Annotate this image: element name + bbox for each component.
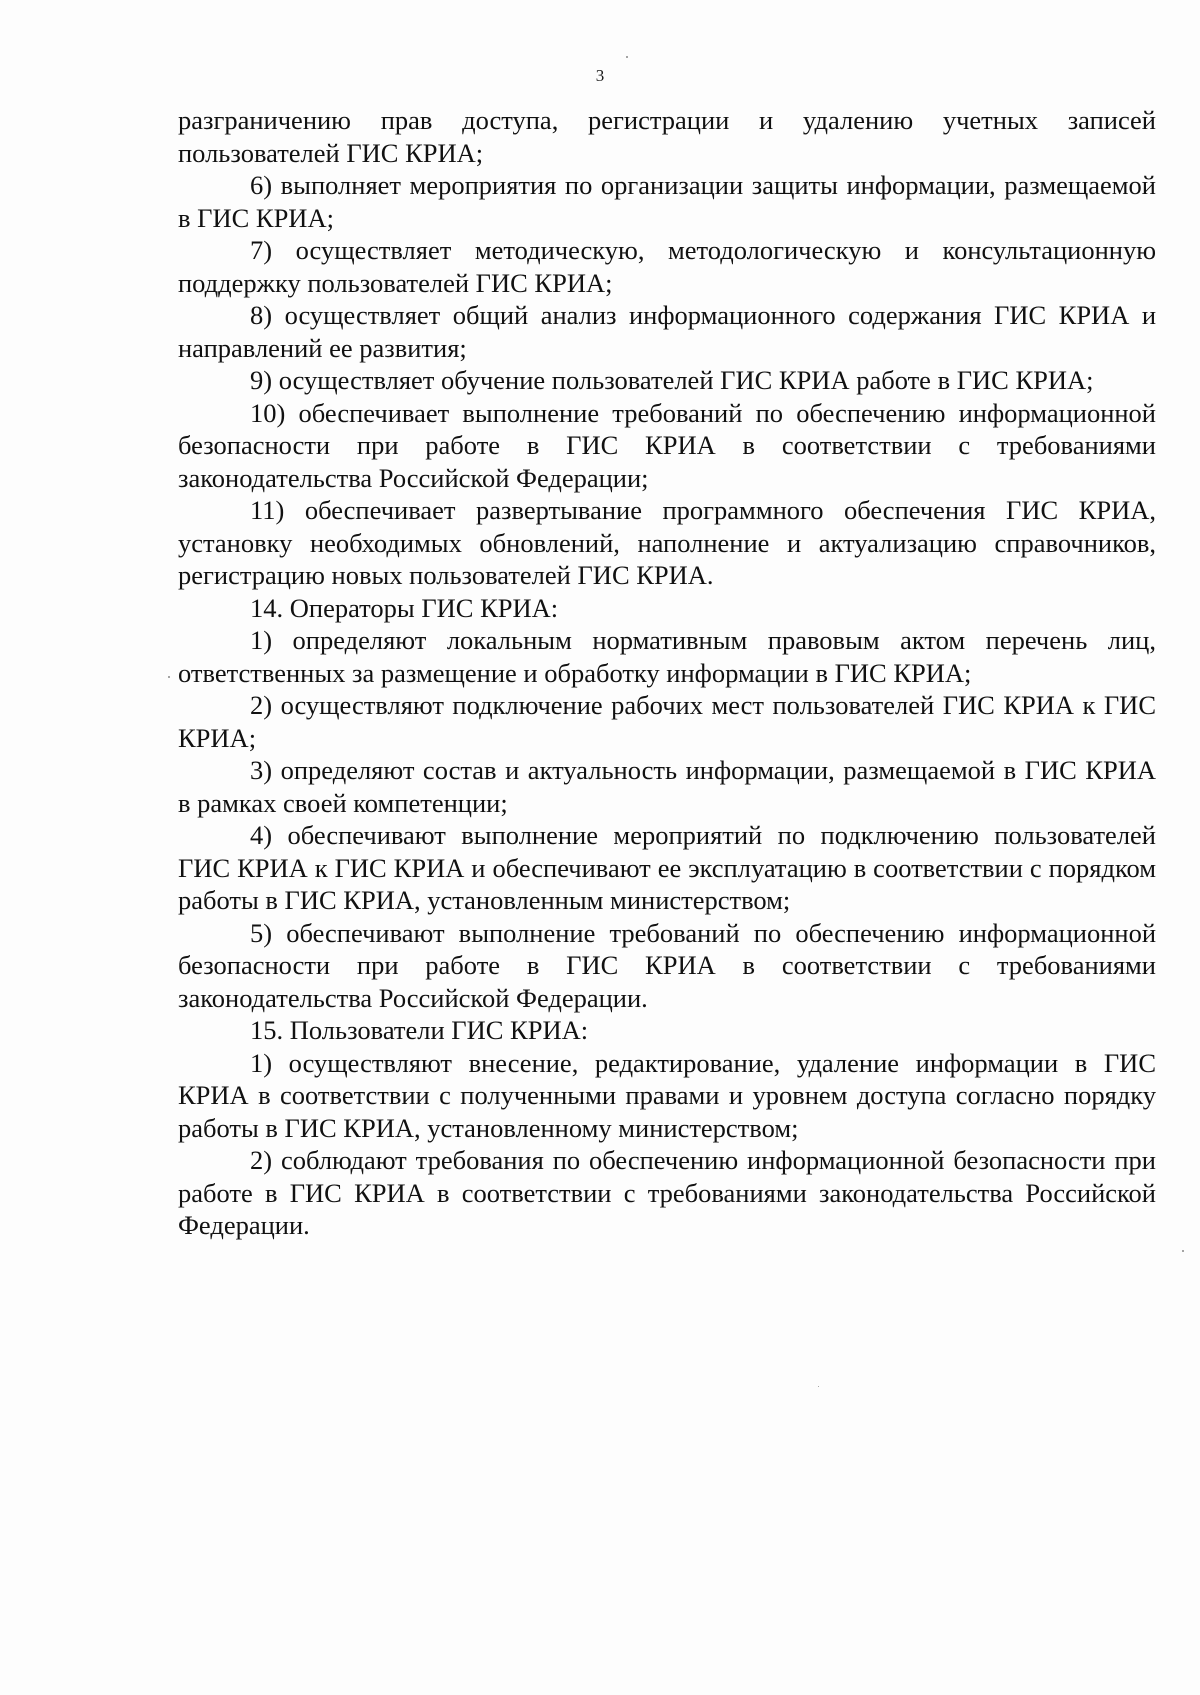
section-heading-14: 14. Операторы ГИС КРИА: — [250, 592, 559, 623]
paragraph-item-11: 11) обеспечивает развертывание программного обеспечения ГИС КРИА, установку необходимых обновлений, наполнение и актуализацию справочников, регистрацию новых пользователей ГИС КРИА. — [178, 495, 1156, 590]
paragraph-14-item-4: 4) обеспечивают выполнение мероприятий по подключению пользователей ГИС КРИА к ГИС КРИА и обеспечивают ее эксплуатацию в соответствии с порядком работы в ГИС КРИА, установленным министерством; — [178, 820, 1156, 915]
section-heading-15: 15. Пользователи ГИС КРИА: — [250, 1015, 589, 1045]
paragraph-item-10: 10) обеспечивает выполнение требований по обеспечению информационной безопасности при работе в ГИС КРИА в соответствии с требованиями законодательства Российской Федерации; — [178, 397, 1156, 493]
page-number: 3 — [595, 66, 605, 85]
paragraph-14-item-1: 1) определяют локальным нормативным правовым актом перечень лиц, ответственных за размещение и обработку информации в ГИС КРИА; — [178, 625, 1156, 688]
paragraph-item-9: 9) осуществляет обучение пользователей ГИС КРИА работе в ГИС КРИА; — [250, 365, 1094, 395]
paragraph-14-item-3: 3) определяют состав и актуальность информации, размещаемой в ГИС КРИА в рамках своей компетенции; — [178, 755, 1156, 818]
paragraph-continuation: разграничению прав доступа, регистрации и удалению учетных записей пользователей ГИС КРИА; — [178, 105, 1156, 168]
paragraph-14-item-5: 5) обеспечивают выполнение требований по обеспечению информационной безопасности при работе в ГИС КРИА в соответствии с требованиями законодательства Российской Федерации. — [178, 917, 1156, 1013]
paragraph-14-item-2: 2) осуществляют подключение рабочих мест пользователей ГИС КРИА к ГИС КРИА; — [178, 690, 1156, 753]
paragraph-item-7: 7) осуществляет методическую, методологическую и консультационную поддержку пользователей ГИС КРИА; — [178, 235, 1156, 298]
paragraph-15-item-2: 2) соблюдают требования по обеспечению информационной безопасности при работе в ГИС КРИА в соответствии с требованиями законодательства Российской Федерации. — [178, 1145, 1156, 1240]
paragraph-15-item-1: 1) осуществляют внесение, редактирование, удаление информации в ГИС КРИА в соответствии с полученными правами и уровнем доступа согласно порядку работы в ГИС КРИА, установленному министерством; — [178, 1047, 1156, 1143]
scan-speck — [1182, 1250, 1184, 1252]
scan-speck — [626, 56, 628, 58]
scan-speck — [168, 676, 170, 678]
scan-speck — [818, 1386, 819, 1387]
document-body — [178, 104, 1156, 1242]
paragraph-item-8: 8) осуществляет общий анализ информационного содержания ГИС КРИА и направлений ее развития; — [178, 300, 1156, 363]
paragraph-item-6: 6) выполняет мероприятия по организации защиты информации, размещаемой в ГИС КРИА; — [178, 170, 1156, 233]
